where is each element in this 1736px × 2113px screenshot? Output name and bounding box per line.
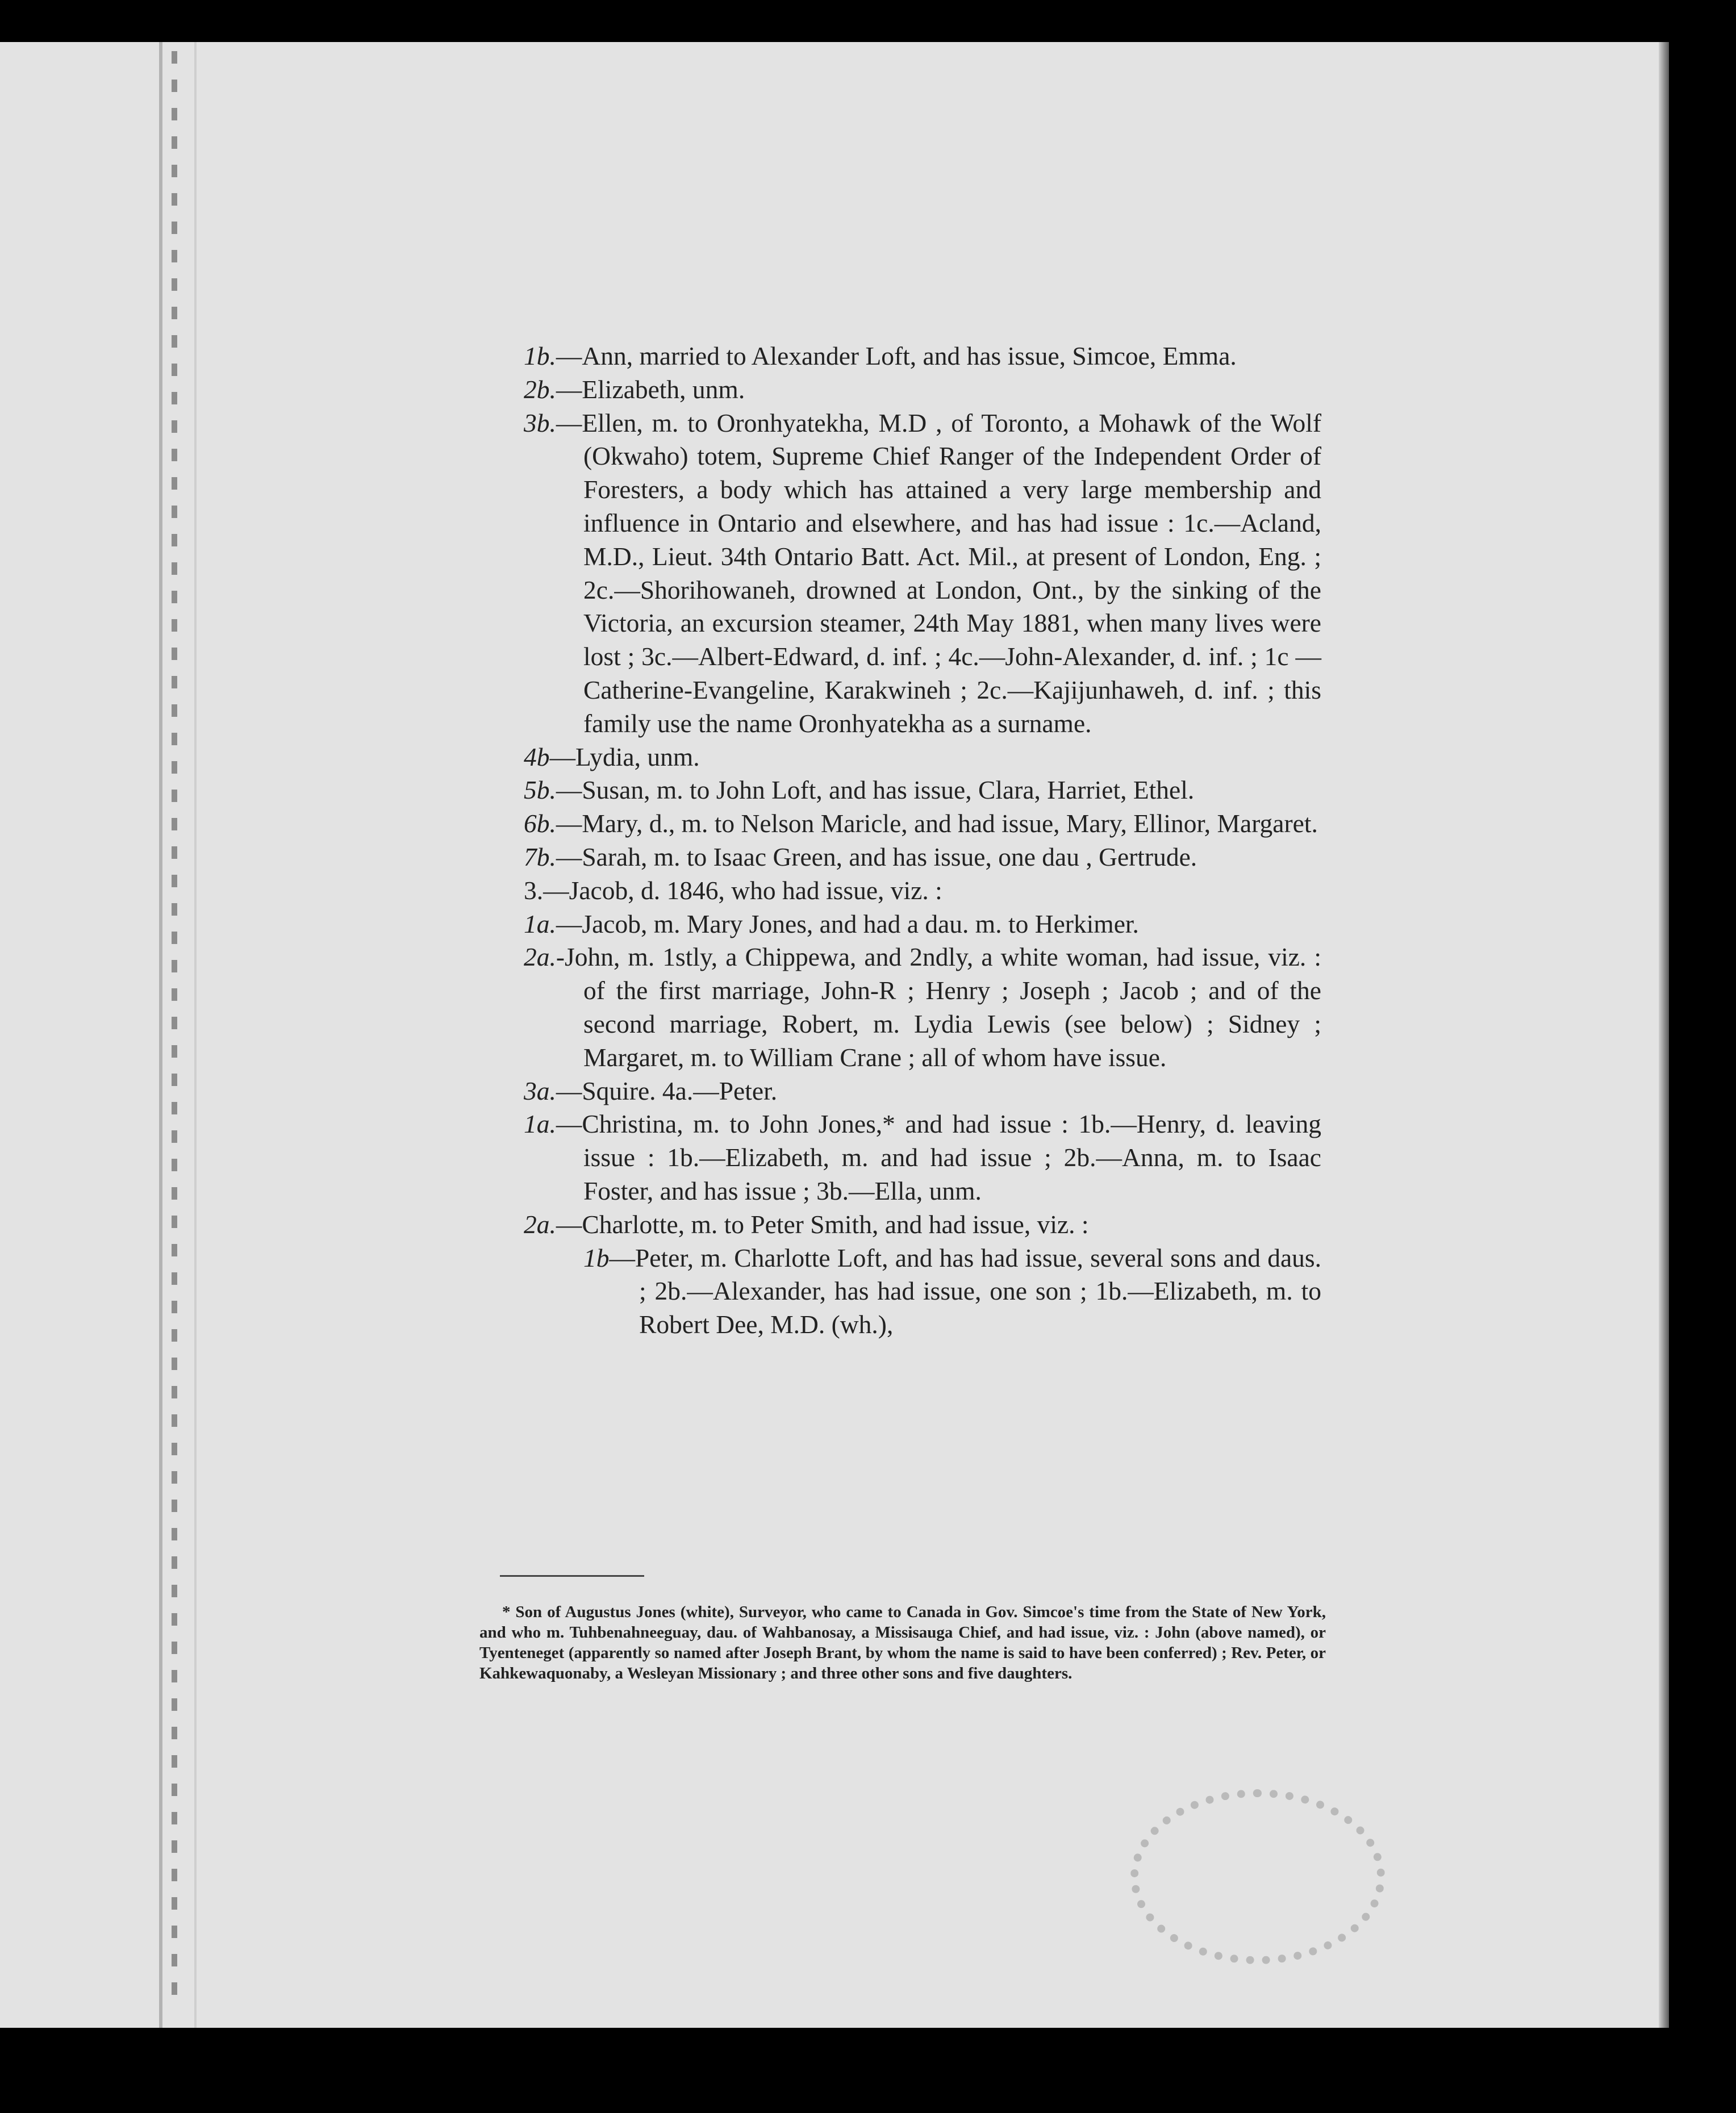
genealogy-text [524,340,1321,1342]
entry-3a-squire: 3a.—Squire. 4a.—Peter. [524,1076,778,1105]
entry-3b-ellen: 3b.—Ellen, m. to Oronhyatekha, M.D , of Toronto, a Mohawk of the Wolf (Okwaho) totem, Supreme Chief Ranger of the Independent Order of Foresters, a body which has attained a very large membership and influence in Ontario and elsewhere, and has had issue : 1c.—Acland, M.D., Lieut. 34th Ontario Batt. Act. Mil., at present of London, Eng. ; 2c.—Shorihowaneh, drowned at London, Ont., by the sinking of the Victoria, an excursion steamer, 24th May 1881, when many lives were lost ; 3c.—Albert-Edward, d. inf. ; 4c.—John-Alexander, d. inf. ; 1c —Catherine-Evangeline, Karakwineh ; 2c.—Kajijunhaweh, d. inf. ; this family use the name Oronhyatekha as a surname. [524,408,1321,738]
entry-1b-peter: 1b—Peter, m. Charlotte Loft, and has had issue, several sons and daus. ; 2b.—Alexander, has had issue, one son ; 1b.—Elizabeth, m. to Robert Dee, M.D. (wh.), [583,1243,1321,1339]
page-fold-shadow [1659,42,1669,2028]
entry-1a-christina: 1a.—Christina, m. to John Jones,* and had issue : 1b.—Henry, d. leaving issue : 1b.—Elizabeth, m. and had issue ; 2b.—Anna, m. to Isaac Foster, and has issue ; 3b.—Ella, unm. [524,1109,1321,1205]
entry-2a-charlotte: 2a.—Charlotte, m. to Peter Smith, and had issue, viz. : [524,1209,1089,1239]
binding-edge [159,42,197,2028]
entry-number: 3. [524,875,544,905]
footnote-rule [500,1575,644,1577]
entry-3-jacob: 3.—Jacob, d. 1846, who had issue, viz. : [524,875,942,905]
entry-2b-elizabeth: 2b.—Elizabeth, unm. [524,374,745,404]
entry-7b-sarah: 7b.—Sarah, m. to Isaac Green, and has issue, one dau , Gertrude. [524,842,1197,871]
entry-5b-susan: 5b.—Susan, m. to John Loft, and has issue, Clara, Harriet, Ethel. [524,775,1195,805]
entry-1a-jacob: 1a.—Jacob, m. Mary Jones, and had a dau. m. to Herkimer. [524,909,1139,938]
entry-4b-lydia: 4b—Lydia, unm. [524,742,700,771]
entry-6b-mary: 6b.—Mary, d., m. to Nelson Maricle, and had issue, Mary, Ellinor, Margaret. [524,809,1318,838]
library-stamp [1130,1789,1385,1964]
entry-1b-ann: 1b.—Ann, married to Alexander Loft, and has issue, Simcoe, Emma. [524,341,1237,370]
entry-2a-john: 2a.-John, m. 1stly, a Chippewa, and 2ndly, a white woman, had issue, viz. : of the first marriage, John-R ; Henry ; Joseph ; Jacob ; and of the second marriage, Robert, m. Lydia Lewis (see below) ; Sidney ; Margaret, m. to William Crane ; all of whom have issue. [524,942,1321,1072]
footnote: * Son of Augustus Jones (white), Surveyor, who came to Canada in Gov. Simcoe's time from the State of New York, and who m. Tuhbenahneeguay, dau. of Wahbanosay, a Missisauga Chief, and had issue, viz. : John (above named), or Tyenteneget (apparently so named after Joseph Brant, by whom the name is said to have been conferred) ; Rev. Peter, or Kahkewaquonaby, a Wesleyan Missionary ; and three other sons and five daughters. [479,1603,1326,1682]
binding-stitch [172,51,177,2005]
